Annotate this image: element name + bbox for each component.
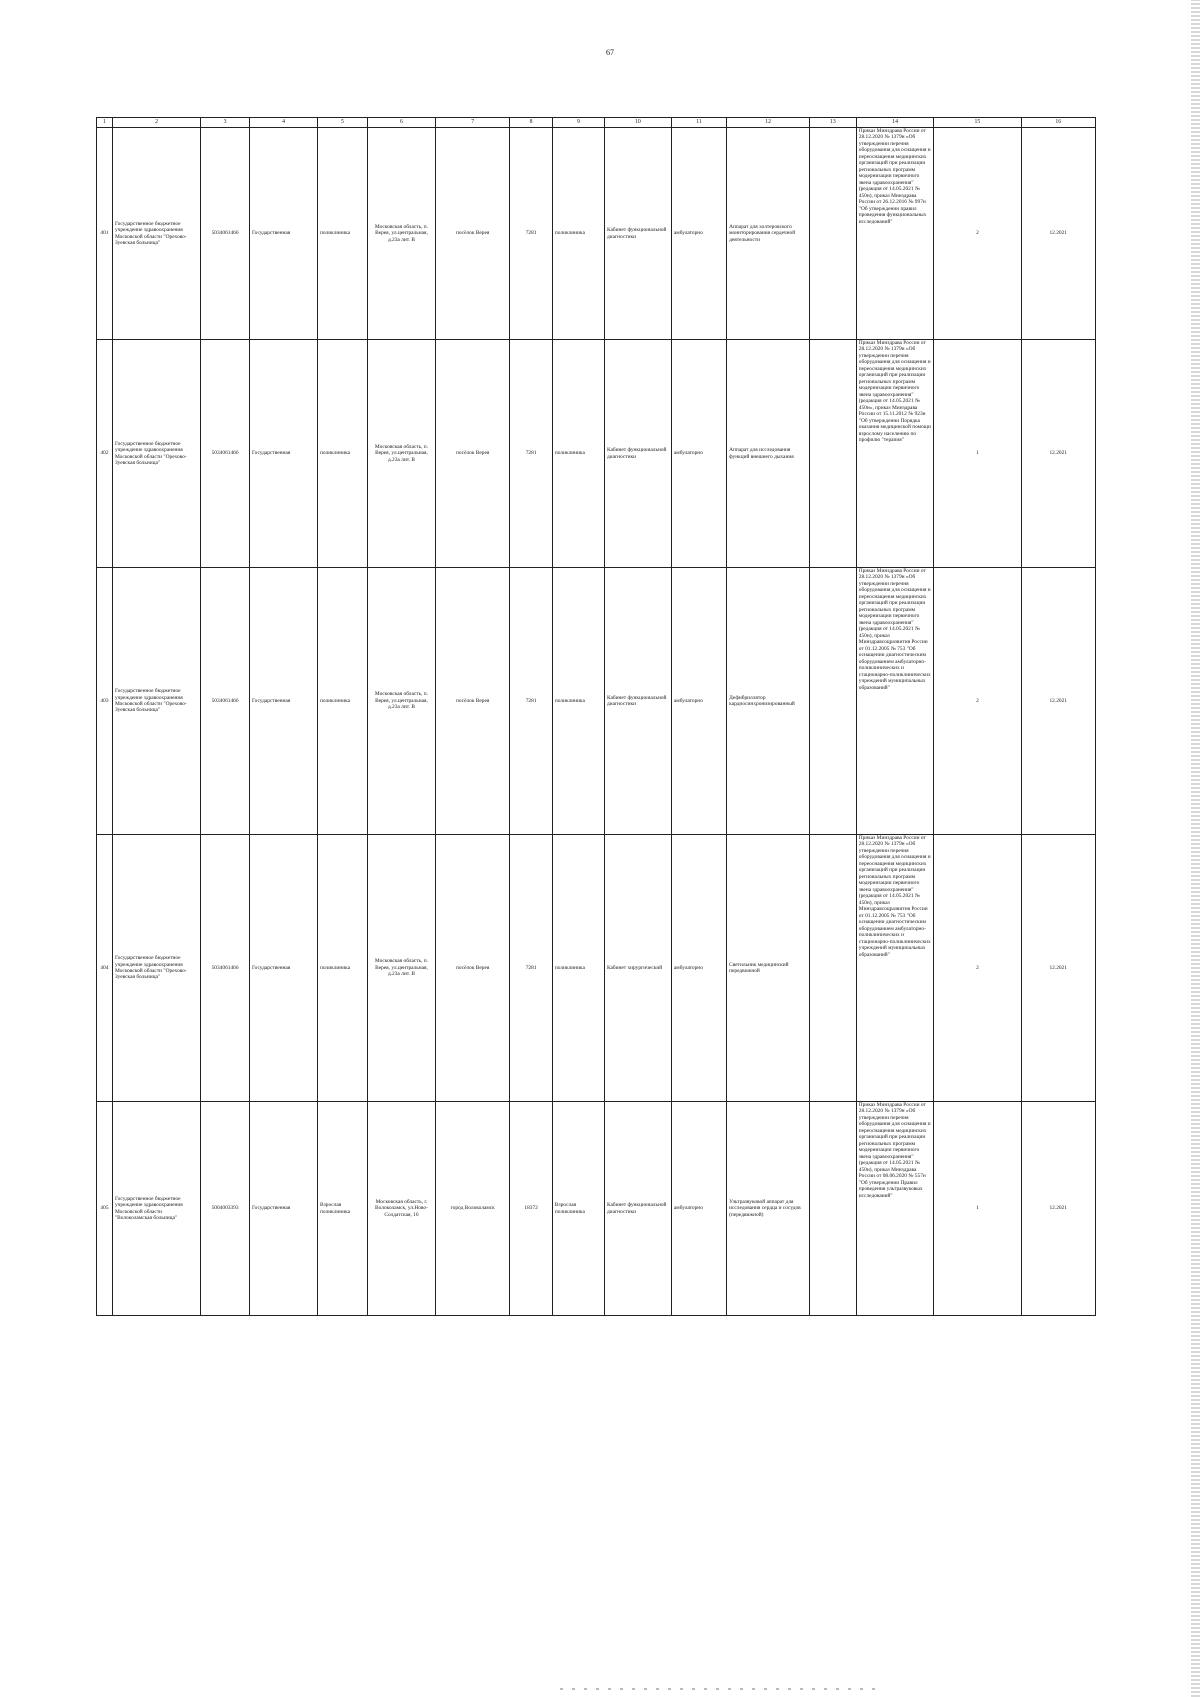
population: 18372 xyxy=(510,1102,553,1316)
settlement: посёлок Верея xyxy=(435,340,509,568)
quantity: 2 xyxy=(934,835,1021,1102)
column-header: 8 xyxy=(510,118,553,128)
equipment-name: Аппарат для холтеровского мониторирования сердечной деятельности xyxy=(727,128,810,340)
organization-name: Государственное бюджетное учреждение здравоохранения Московской области "Орехово-Зуевская больница" xyxy=(112,568,200,835)
subdivision: поликлиника xyxy=(552,568,604,835)
subdivision: поликлиника xyxy=(552,128,604,340)
unit-type: Взрослая поликлиника xyxy=(318,1102,368,1316)
quantity: 2 xyxy=(934,568,1021,835)
legal-basis xyxy=(856,340,934,568)
unit-type: поликлиника xyxy=(318,340,368,568)
cabinet: Кабинет функциональной диагностики xyxy=(604,1102,671,1316)
population: 7281 xyxy=(510,835,553,1102)
delivery-date: 12.2021 xyxy=(1021,1102,1096,1316)
column-header: 15 xyxy=(934,118,1021,128)
column-header: 10 xyxy=(604,118,671,128)
settlement: город Волоколамск xyxy=(435,1102,509,1316)
column-header: 4 xyxy=(250,118,318,128)
column-header: 3 xyxy=(201,118,250,128)
quantity: 1 xyxy=(934,1102,1021,1316)
equipment-name: Ультразвуковой аппарат для исследования сердца и сосудов (передвижной) xyxy=(727,1102,810,1316)
address: Московская область, п. Верея, ул.центральная, д.23а лит. В xyxy=(367,340,435,568)
delivery-date: 12.2021 xyxy=(1021,568,1096,835)
ownership-form: Государственная xyxy=(250,568,318,835)
column-header: 7 xyxy=(435,118,509,128)
care-conditions: амбулаторно xyxy=(671,340,726,568)
quantity: 2 xyxy=(934,128,1021,340)
equipment-name: Дефибриллятор кардиосинхронизированный xyxy=(727,568,810,835)
legal-basis-text: Приказ Минздрава России от 28.12.2020 № 1379н «Об утверждении перечня оборудования для оснащения и переоснащения медицинских организаций при реализации региональных программ модернизации первичного звена здравоохранения"(редакция от 14.05.2021 № 450н), приказ Минздравсоцразвития России от 01.12.2005 № 753 "Об оснащении диагностическим оборудованием амбулаторно-поликлинических и стационарно-поликлинических учреждений муниципальных образований" xyxy=(858,835,931,958)
scan-noise xyxy=(560,1688,880,1690)
legal-basis-text: Приказ Минздрава России от 28.12.2020 № 1379н «Об утверждении перечня оборудования для оснащения и переоснащения медицинских организаций при реализации региональных программ модернизации первичного звена здравоохранения"(редакция от 14.05.2021 № 450н), приказ Минздрава России от 08.06.2020 № 557н "Об утверждении Правил проведения ультразвуковых исследований" xyxy=(858,1102,931,1199)
legal-basis xyxy=(856,835,934,1102)
column-header: 2 xyxy=(112,118,200,128)
row-number: 405 xyxy=(97,1102,113,1316)
equipment-name: Светильник медицинский передвижной xyxy=(727,835,810,1102)
subdivision: Взрослая поликлиника xyxy=(552,1102,604,1316)
subdivision: поликлиника xyxy=(552,340,604,568)
care-conditions: амбулаторно xyxy=(671,128,726,340)
ownership-form: Государственная xyxy=(250,835,318,1102)
settlement: посёлок Верея xyxy=(435,835,509,1102)
row-number: 404 xyxy=(97,835,113,1102)
address: Московская область, г. Волоколамск, ул.Ново-Солдатская, 16 xyxy=(367,1102,435,1316)
legal-basis-text: Приказ Минздрава России от 28.12.2020 № 1379н «Об утверждении перечня оборудования для оснащения и переоснащения медицинских организаций при реализации региональных программ модернизации первичного звена здравоохранения"(редакция от 14.05.2021 № 450н», приказ Минздрава России от 15.11.2012 № 923н "Об утверждении Порядка оказания медицинской помощи взрослому населению по профилю "терапия" xyxy=(858,340,931,444)
table-row xyxy=(97,340,1096,568)
equipment-name: Аппарат для исследования функций внешнего дыхания xyxy=(727,340,810,568)
inn: 5004003393 xyxy=(201,1102,250,1316)
equipment-table xyxy=(96,117,1096,1316)
header-row xyxy=(97,118,1096,128)
column-13-value xyxy=(810,835,857,1102)
address: Московская область, п. Верея, ул.центральная, д.23а лит. В xyxy=(367,835,435,1102)
row-number: 401 xyxy=(97,128,113,340)
column-header: 5 xyxy=(318,118,368,128)
care-conditions: амбулаторно xyxy=(671,568,726,835)
organization-name: Государственное бюджетное учреждение здравоохранения Московской области "Орехово-Зуевская больница" xyxy=(112,128,200,340)
legal-basis xyxy=(856,1102,934,1316)
column-header: 1 xyxy=(97,118,113,128)
page-number: 67 xyxy=(606,48,614,57)
column-header: 13 xyxy=(810,118,857,128)
address: Московская область, п. Верея, ул.центральная, д.23а лит. В xyxy=(367,568,435,835)
inn: 5034061466 xyxy=(201,835,250,1102)
inn: 5034061466 xyxy=(201,340,250,568)
population: 7281 xyxy=(510,340,553,568)
table-row xyxy=(97,1102,1096,1316)
unit-type: поликлиника xyxy=(318,568,368,835)
delivery-date: 12.2021 xyxy=(1021,128,1096,340)
population: 7281 xyxy=(510,128,553,340)
column-header: 12 xyxy=(727,118,810,128)
care-conditions: амбулаторно xyxy=(671,1102,726,1316)
column-13-value xyxy=(810,340,857,568)
cabinet: Кабинет функциональной диагностики xyxy=(604,340,671,568)
population: 7281 xyxy=(510,568,553,835)
ownership-form: Государственная xyxy=(250,340,318,568)
cabinet: Кабинет функциональной диагностики xyxy=(604,568,671,835)
legal-basis-text: Приказ Минздрава России от 28.12.2020 № 1379н «Об утверждении перечня оборудования для оснащения и переоснащения медицинских организаций при реализации региональных программ модернизации первичного звена здравоохранения"(редакция от 14.05.2021 № 450н), приказ Минздрава России от 26.12.2016 № 997н "Об утверждении правил проведения функциональных исследований" xyxy=(858,128,931,225)
cabinet: Кабинет функциональной диагностики xyxy=(604,128,671,340)
table-row xyxy=(97,128,1096,340)
subdivision: поликлиника xyxy=(552,835,604,1102)
scan-edge xyxy=(1191,0,1200,1697)
inn: 5034061466 xyxy=(201,128,250,340)
organization-name: Государственное бюджетное учреждение здравоохранения Московской области "Орехово-Зуевская больница" xyxy=(112,835,200,1102)
delivery-date: 12.2021 xyxy=(1021,835,1096,1102)
column-header: 11 xyxy=(671,118,726,128)
legal-basis xyxy=(856,568,934,835)
column-13-value xyxy=(810,128,857,340)
cabinet: Кабинет хирургический xyxy=(604,835,671,1102)
unit-type: поликлиника xyxy=(318,128,368,340)
column-header: 9 xyxy=(552,118,604,128)
organization-name: Государственное бюджетное учреждение здравоохранения Московской области "Орехово-Зуевская больница" xyxy=(112,340,200,568)
table-row xyxy=(97,835,1096,1102)
table-row xyxy=(97,568,1096,835)
care-conditions: амбулаторно xyxy=(671,835,726,1102)
column-header: 6 xyxy=(367,118,435,128)
quantity: 1 xyxy=(934,340,1021,568)
column-13-value xyxy=(810,1102,857,1316)
organization-name: Государственное бюджетное учреждение здравоохранения Московской области "Волоколамская больница" xyxy=(112,1102,200,1316)
ownership-form: Государственная xyxy=(250,128,318,340)
settlement: посёлок Верея xyxy=(435,568,509,835)
legal-basis-text: Приказ Минздрава России от 28.12.2020 № 1379н «Об утверждении перечня оборудования для оснащения и переоснащения медицинских организаций при реализации региональных программ модернизации первичного звена здравоохранения"(редакция от 14.05.2021 № 450н), приказ Минздравсоцразвития России от 01.12.2005 № 753 "Об оснащении диагностическим оборудованием амбулаторно-поликлинических и стационарно-поликлинических учреждений муниципальных образований" xyxy=(858,568,931,691)
address: Московская область, п. Верея, ул.центральная, д.23а лит. В xyxy=(367,128,435,340)
delivery-date: 12.2021 xyxy=(1021,340,1096,568)
unit-type: поликлиника xyxy=(318,835,368,1102)
column-header: 16 xyxy=(1021,118,1096,128)
row-number: 402 xyxy=(97,340,113,568)
column-13-value xyxy=(810,568,857,835)
column-header: 14 xyxy=(856,118,934,128)
legal-basis xyxy=(856,128,934,340)
inn: 5034061466 xyxy=(201,568,250,835)
ownership-form: Государственная xyxy=(250,1102,318,1316)
row-number: 403 xyxy=(97,568,113,835)
settlement: посёлок Верея xyxy=(435,128,509,340)
